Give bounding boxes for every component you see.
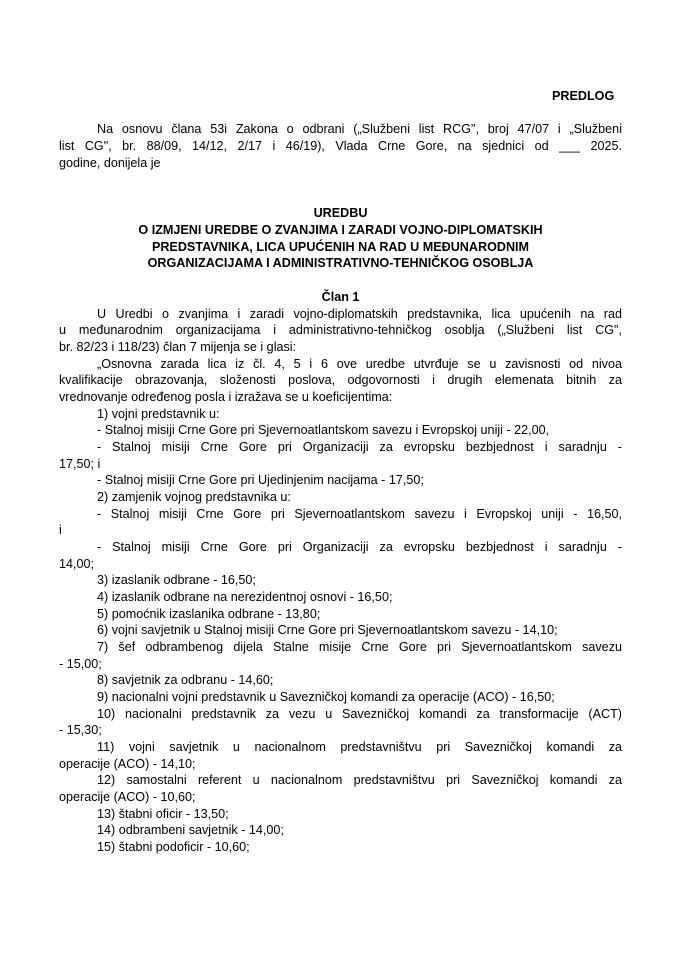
intro-line-3: br. 82/23 i 118/23) član 7 mijenja se i glasi: xyxy=(59,340,297,354)
quote-line-2: kvalifikacije obrazovanja, složenosti poslova, odgovornosti i drugih elemenata bitnih za xyxy=(59,373,622,387)
list-item: - 15,30; xyxy=(59,723,102,737)
title-line-1: UREDBU xyxy=(313,206,368,220)
title-line-2: O IZMJENI UREDBE O ZVANJIMA I ZARADI VOJNO-DIPLOMATSKIH xyxy=(138,223,543,237)
quote-line-1: „Osnovna zarada lica iz čl. 4, 5 i 6 ove uredbe utvrđuje se u zavisnosti od nivoa xyxy=(97,357,622,371)
list-item: 8) savjetnik za odbranu - 14,60; xyxy=(97,673,274,687)
list-item: 1) vojni predstavnik u: xyxy=(97,407,220,421)
preamble-line-3: godine, donijela je xyxy=(59,156,161,170)
list-item: 5) pomoćnik izaslanika odbrane - 13,80; xyxy=(97,607,321,621)
intro-line-2: u međunarodnim organizacijama i administrativno-tehničkog osoblja („Službeni list CG", xyxy=(59,323,622,337)
list-item: - 15,00; xyxy=(59,657,102,671)
list-item: 14,00; xyxy=(59,557,95,571)
preamble-line-2: list CG", br. 88/09, 14/12, 2/17 i 46/19), Vlada Crne Gore, na sjednici od ___ 2025. xyxy=(59,139,622,153)
list-item: 3) izaslanik odbrane - 16,50; xyxy=(97,573,256,587)
list-item: - Stalnoj misiji Crne Gore pri Ujedinjenim nacijama - 17,50; xyxy=(97,473,424,487)
list-item: 9) nacionalni vojni predstavnik u Savezničkoj komandi za operacije (ACO) - 16,50; xyxy=(97,690,555,704)
preamble-line-1: Na osnovu člana 53i Zakona o odbrani („Službeni list RCG", broj 47/07 i „Službeni xyxy=(97,122,622,136)
intro-line-1: U Uredbi o zvanjima i zaradi vojno-diplomatskih predstavnika, lica upućenih na rad xyxy=(97,307,622,321)
list-item: operacije (ACO) - 10,60; xyxy=(59,790,196,804)
list-item: 7) šef odbrambenog dijela Stalne misije Crne Gore pri Sjevernoatlantskom savezu xyxy=(97,640,622,654)
list-item: operacije (ACO) - 14,10; xyxy=(59,757,196,771)
title-line-3: PREDSTAVNIKA, LICA UPUĆENIH NA RAD U MEĐUNARODNIM xyxy=(151,240,530,254)
list-item: 17,50; i xyxy=(59,457,101,471)
list-item: 4) izaslanik odbrane na nerezidentnoj osnovi - 16,50; xyxy=(97,590,393,604)
quote-line-3: vrednovanje određenog posla i izražava se u koeficijentima: xyxy=(59,390,393,404)
list-item: 14) odbrambeni savjetnik - 14,00; xyxy=(97,823,284,837)
proposal-label: PREDLOG xyxy=(552,89,615,103)
title-line-4: ORGANIZACIJAMA I ADMINISTRATIVNO-TEHNIČKOG OSOBLJA xyxy=(147,256,534,270)
list-item: 11) vojni savjetnik u nacionalnom predstavništvu pri Savezničkoj komandi za xyxy=(97,740,622,754)
list-item: i xyxy=(59,523,62,537)
list-item: - Stalnoj misiji Crne Gore pri Organizaciji za evropsku bezbjednost i saradnju - xyxy=(97,440,622,454)
list-item: 6) vojni savjetnik u Stalnoj misiji Crne Gore pri Sjevernoatlantskom savezu - 14,10; xyxy=(97,623,558,637)
list-item: 15) štabni podoficir - 10,60; xyxy=(97,840,250,854)
list-item: 2) zamjenik vojnog predstavnika u: xyxy=(97,490,291,504)
list-item: 12) samostalni referent u nacionalnom predstavništvu pri Savezničkoj komandi za xyxy=(97,773,622,787)
article-heading: Član 1 xyxy=(321,290,360,304)
list-item: - Stalnoj misiji Crne Gore pri Sjevernoatlantskom savezu i Evropskoj uniji - 16,50, xyxy=(97,507,622,521)
list-item: - Stalnoj misiji Crne Gore pri Organizaciji za evropsku bezbjednost i saradnju - xyxy=(97,540,622,554)
list-item: 13) štabni oficir - 13,50; xyxy=(97,807,229,821)
list-item: - Stalnoj misiji Crne Gore pri Sjevernoatlantskom savezu i Evropskoj uniji - 22,00, xyxy=(97,423,550,437)
list-item: 10) nacionalni predstavnik za vezu u Savezničkoj komandi za transformacije (ACT) xyxy=(97,707,622,721)
